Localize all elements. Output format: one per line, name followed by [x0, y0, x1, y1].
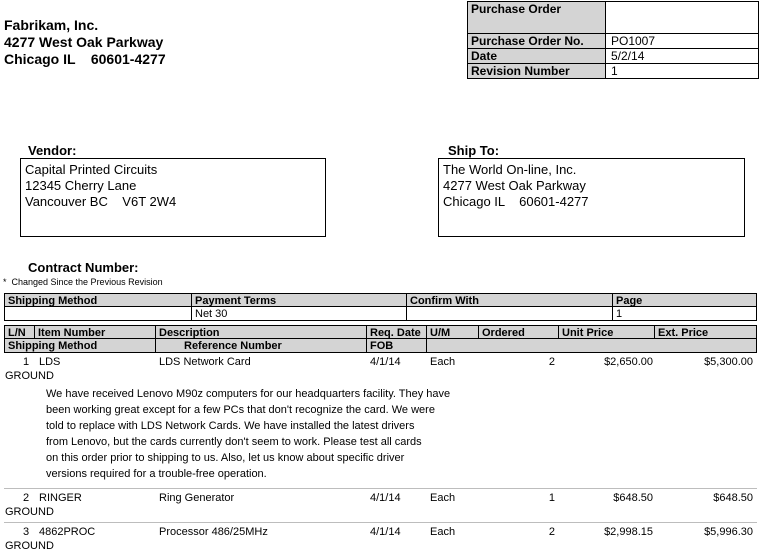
- shipping-method: GROUND: [5, 506, 54, 518]
- item-number: 4862PROC: [39, 526, 96, 538]
- vendor-line: 12345 Cherry Lane: [25, 178, 137, 193]
- unit-price: $648.50: [613, 492, 653, 504]
- company-city: Chicago IL 60601-4277: [4, 51, 166, 67]
- col-item-number: Item Number: [35, 326, 156, 338]
- terms-value-row: [4, 307, 757, 321]
- line-number: 1: [23, 356, 30, 368]
- company-street: 4277 West Oak Parkway: [4, 34, 164, 50]
- line-item-main: [4, 526, 757, 540]
- vendor-address-box: [20, 158, 326, 237]
- shipping-method: GROUND: [5, 370, 54, 382]
- terms-header-row: [4, 293, 757, 307]
- comment-line: been working great except for a few PCs that don't recognize the card. We were: [46, 404, 435, 416]
- po-title-row: [468, 2, 758, 33]
- req-date: 4/1/14: [370, 526, 401, 538]
- po-revision-value: 1: [611, 64, 618, 78]
- comment-line: on this order prior to shipping to us. Also, let us know about specific driver: [46, 452, 405, 464]
- po-title: Purchase Order: [468, 2, 606, 33]
- company-address: [4, 17, 166, 68]
- col-reference-number: Reference Number: [156, 339, 367, 352]
- col-req-date: Req. Date: [367, 326, 427, 338]
- revision-note: * Changed Since the Previous Revision: [3, 277, 163, 287]
- po-date-row: [468, 48, 758, 63]
- line-number: 3: [23, 526, 30, 538]
- contract-number-title: Contract Number:: [28, 260, 139, 275]
- po-revision-row: [468, 63, 758, 78]
- req-date: 4/1/14: [370, 356, 401, 368]
- ship-to-line: 4277 West Oak Parkway: [443, 178, 586, 193]
- line-items-header: [4, 325, 757, 353]
- col-um: U/M: [427, 326, 479, 338]
- columns-row-1: [4, 325, 757, 339]
- shipping-method: GROUND: [5, 540, 54, 552]
- col-ext-price: Ext. Price: [658, 327, 709, 338]
- comment-line: from Lenovo, but the cards currently don't seem to work. Please test all cards: [46, 436, 422, 448]
- line-item-main: [4, 356, 757, 370]
- ext-price: $5,300.00: [704, 356, 753, 368]
- po-number-label: Purchase Order No.: [468, 34, 606, 48]
- line-item: [4, 356, 757, 489]
- req-date: 4/1/14: [370, 492, 401, 504]
- item-number: LDS: [39, 356, 61, 368]
- ship-to-line: The World On-line, Inc.: [443, 162, 577, 177]
- line-item-main: [4, 492, 757, 506]
- ordered-qty: 1: [548, 492, 555, 504]
- columns-row-2: [4, 339, 757, 353]
- ship-to-address-box: [438, 158, 745, 237]
- unit-of-measure: Each: [430, 356, 456, 368]
- line-item: [4, 489, 757, 523]
- line-comment: [4, 383, 757, 488]
- col-fob: FOB: [367, 339, 427, 352]
- line-item: [4, 523, 757, 556]
- item-description: Ring Generator: [159, 492, 235, 504]
- comment-line: versions required for a trouble-free operation.: [46, 468, 267, 480]
- ordered-qty: 2: [548, 526, 555, 538]
- shipping-method-header: Shipping Method: [5, 294, 192, 306]
- po-date-label: Date: [468, 49, 606, 63]
- vendor-title: Vendor:: [28, 143, 77, 158]
- col-ordered: Ordered: [479, 326, 559, 338]
- po-revision-label: Revision Number: [468, 64, 606, 78]
- vendor-line: Capital Printed Circuits: [25, 162, 158, 177]
- col-ln: L/N: [5, 326, 35, 338]
- po-date-value: 5/2/14: [611, 49, 645, 63]
- terms-table: [4, 293, 757, 321]
- item-description: Processor 486/25MHz: [159, 526, 268, 538]
- shipping-method-value: [5, 307, 192, 320]
- ordered-qty: 2: [548, 356, 555, 368]
- ship-to-line: Chicago IL 60601-4277: [443, 194, 589, 209]
- po-number-row: [468, 33, 758, 48]
- confirm-with-value: [407, 307, 613, 320]
- col-unit-price: Unit Price: [559, 326, 655, 338]
- comment-line: told to replace with LDS Network Cards. We have installed the latest drivers: [46, 420, 415, 432]
- po-number-value: PO1007: [611, 34, 656, 48]
- col-shipping-method: Shipping Method: [5, 339, 156, 352]
- payment-terms-header: Payment Terms: [192, 294, 407, 306]
- purchase-order-info: [467, 1, 759, 79]
- page-value: 1: [616, 308, 623, 320]
- item-number: RINGER: [39, 492, 82, 504]
- ext-price: $5,996.30: [704, 526, 753, 538]
- line-number: 2: [23, 492, 30, 504]
- payment-terms-value: Net 30: [192, 307, 407, 320]
- page-header: Page: [616, 295, 643, 306]
- comment-line: We have received Lenovo M90z computers for our headquarters facility. They have: [46, 388, 451, 400]
- line-items: [4, 356, 757, 556]
- vendor-line: Vancouver BC V6T 2W4: [25, 194, 177, 209]
- unit-of-measure: Each: [430, 526, 456, 538]
- item-description: LDS Network Card: [159, 356, 251, 368]
- ship-to-title: Ship To:: [448, 143, 500, 158]
- confirm-with-header: Confirm With: [407, 294, 613, 306]
- unit-price: $2,650.00: [604, 356, 653, 368]
- unit-of-measure: Each: [430, 492, 456, 504]
- col-description: Description: [156, 326, 367, 338]
- company-name: Fabrikam, Inc.: [4, 17, 99, 33]
- ext-price: $648.50: [713, 492, 753, 504]
- unit-price: $2,998.15: [604, 526, 653, 538]
